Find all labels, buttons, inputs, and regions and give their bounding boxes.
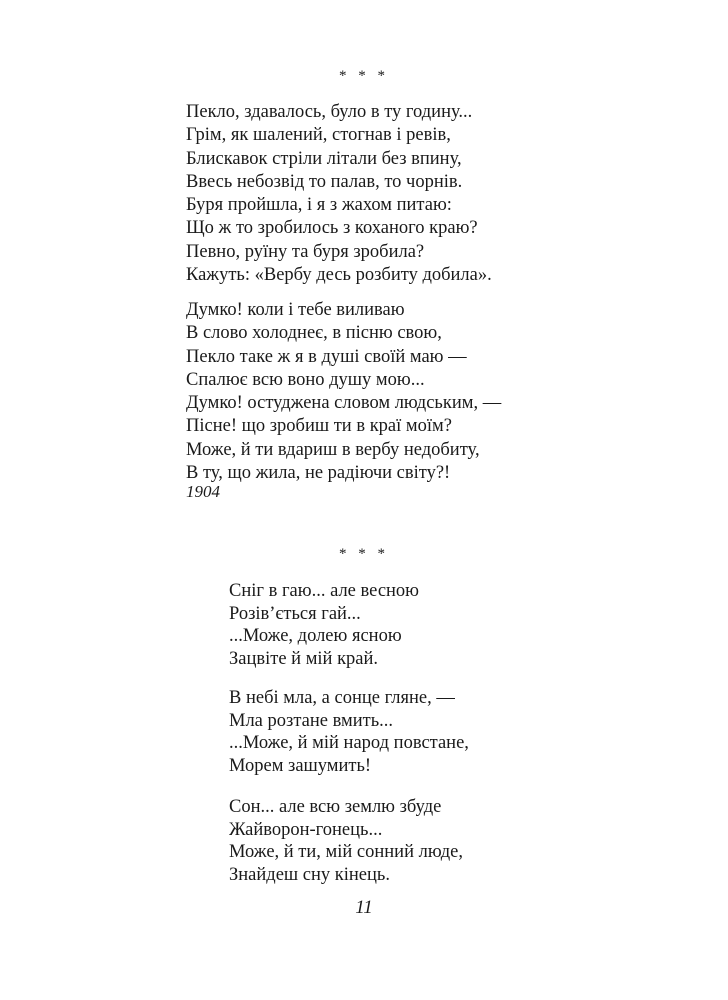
poem-line: Кажуть: «Вербу десь розбиту добила». <box>186 265 492 286</box>
poem-line: Сон... але всю землю збуде <box>229 797 442 817</box>
poem-line: ...Може, долею ясною <box>229 626 402 646</box>
poem-line: Блискавок стріли літали без впину, <box>186 148 462 169</box>
page-number: 11 <box>355 897 373 918</box>
poem-line: Розів’ється гай... <box>229 603 361 624</box>
poem2-stanza-1 <box>229 580 419 670</box>
poem-line: Може, й ти вдариш в вербу недобиту, <box>186 439 480 460</box>
poem-line: Знайдеш сну кінець. <box>229 864 390 885</box>
poem-line: Може, й ти, мій сонний люде, <box>229 842 463 862</box>
poem-line: Думко! остуджена словом людським, — <box>186 393 502 414</box>
poem-line: Пісне! що зробиш ти в краї моїм? <box>186 416 452 437</box>
poem-line: ...Може, й мій народ повстане, <box>229 733 469 753</box>
poem-line: Буря пройшла, і я з жахом питаю: <box>186 195 452 216</box>
poem-line: Жайворон-гонець... <box>229 819 383 840</box>
poem1-stanza-2 <box>186 299 501 485</box>
poem1-stanza-1 <box>186 101 492 287</box>
poem2-stanza-2 <box>229 687 469 777</box>
poem-line: Сніг в гаю... але весною <box>229 581 419 601</box>
poem2-stanza-3 <box>229 796 463 886</box>
poem-line: Ввесь небозвід то палав, то чорнів. <box>186 171 463 192</box>
poem-line: Грім, як шалений, стогнав і ревів, <box>186 125 451 146</box>
poem-line: В ту, що жила, не радіючи світу?! <box>186 463 451 484</box>
poem-line: Пекло, здавалось, було в ту годину... <box>186 102 473 122</box>
poem1-date: 1904 <box>186 482 220 501</box>
poem-line: Мла розтане вмить... <box>229 710 394 731</box>
poem1-separator: * * * <box>339 68 389 84</box>
poem-line: В небі мла, а сонце гляне, — <box>229 688 455 708</box>
poem-line: Зацвіте й мій край. <box>229 648 379 669</box>
poem-line: Морем зашумить! <box>229 755 372 776</box>
poem2-separator: * * * <box>339 546 389 562</box>
poem-line: Пекло таке ж я в душі своїй маю — <box>186 346 467 367</box>
poem-line: Що ж то зробилось з коханого краю? <box>186 218 478 239</box>
poem-line: Спалює всю воно душу мою... <box>186 369 425 390</box>
poem-line: В слово холоднеє, в пісню свою, <box>186 323 442 344</box>
poem-line: Думко! коли і тебе виливаю <box>186 300 405 320</box>
poem-line: Певно, руїну та буря зробила? <box>186 241 425 262</box>
